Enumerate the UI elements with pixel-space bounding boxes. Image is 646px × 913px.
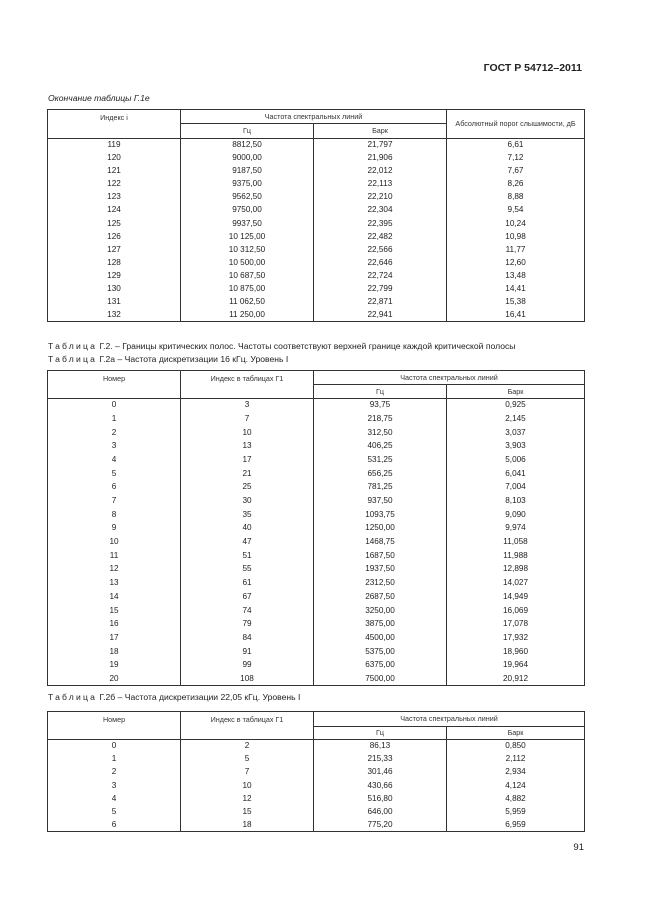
table-g1e [47,109,585,322]
table-cell: 126 [48,230,181,243]
table-cell: 5,006 [447,453,585,467]
table-cell: 22,724 [314,269,447,282]
table-cell: 79 [181,618,314,632]
table-cell: 9 [48,522,181,536]
table-cell: 8,26 [447,178,585,191]
table-row [48,309,585,322]
table-cell: 19 [48,659,181,673]
table2a-caption-text: Г.2а – Частота дискретизации 16 кГц. Уровень I [97,354,289,364]
table-cell: 18,960 [447,645,585,659]
table-cell: 22,646 [314,256,447,269]
table-cell: 3 [48,779,181,792]
table-cell: 17 [48,631,181,645]
table-cell: 775,20 [314,819,447,832]
table-cell: 22,304 [314,204,447,217]
table2b-caption [48,692,300,702]
table-cell: 10,98 [447,230,585,243]
table-cell: 10,24 [447,217,585,230]
table-row [48,779,585,792]
table-cell: 51 [181,549,314,563]
table-cell: 131 [48,296,181,309]
table2b-caption-word: Таблица [48,692,98,702]
table-cell: 1250,00 [314,522,447,536]
header-num: Номер [48,371,181,399]
table-row [48,576,585,590]
header-index: Индекс i [48,110,181,139]
table-g2b [47,711,585,832]
table-cell: 12,898 [447,563,585,577]
table-cell: 937,50 [314,494,447,508]
table-cell: 14 [48,590,181,604]
table-cell: 14,41 [447,283,585,296]
table-row [48,535,585,549]
header-threshold: Абсолютный порог слышимости, дБ [447,110,585,139]
table-row [48,399,585,413]
header-bark: Барк [447,385,585,399]
table-g2a [47,370,585,686]
table-cell: 22,210 [314,191,447,204]
table-cell: 86,13 [314,740,447,753]
table-cell: 99 [181,659,314,673]
table-cell: 9000,00 [181,152,314,165]
table-cell: 10 125,00 [181,230,314,243]
table-row [48,645,585,659]
table-cell: 6 [48,819,181,832]
table-cell: 9187,50 [181,165,314,178]
table-cell: 129 [48,269,181,282]
table-cell: 7 [48,494,181,508]
table-cell: 430,66 [314,779,447,792]
table-cell: 3 [48,440,181,454]
table-cell: 91 [181,645,314,659]
table-cell: 4,124 [447,779,585,792]
table-cell: 8812,50 [181,139,314,152]
table-cell: 9937,50 [181,217,314,230]
table-cell: 11,77 [447,243,585,256]
table-cell: 14,949 [447,590,585,604]
table-row [48,740,585,753]
header-freq: Частота спектральных линий [181,110,447,124]
table2-caption-word: Таблица [48,341,98,351]
table2a-caption-word: Таблица [48,354,98,364]
table-cell: 5 [181,753,314,766]
table-cell: 11,988 [447,549,585,563]
table-cell: 22,395 [314,217,447,230]
table-cell: 2687,50 [314,590,447,604]
header-index: Индекс в таблицах Г1 [181,371,314,399]
table-cell: 1937,50 [314,563,447,577]
table-cell: 55 [181,563,314,577]
table1-caption-text: Окончание таблицы Г.1е [48,93,150,103]
table-row [48,139,585,152]
table-cell: 123 [48,191,181,204]
table-cell: 8,88 [447,191,585,204]
table2-caption-text: Г.2. – Границы критических полос. Частоты соответствуют верхней границе каждой критической полосы [97,341,516,351]
table-cell: 17 [181,453,314,467]
table-row [48,283,585,296]
table-cell: 21,906 [314,152,447,165]
table-cell: 47 [181,535,314,549]
table-cell: 108 [181,672,314,686]
table-row [48,522,585,536]
table-cell: 2 [181,740,314,753]
table-cell: 10 [48,535,181,549]
table-cell: 10 875,00 [181,283,314,296]
table-cell: 9,090 [447,508,585,522]
table-row [48,563,585,577]
table-cell: 4500,00 [314,631,447,645]
header-bark: Барк [447,727,585,740]
table-cell: 127 [48,243,181,256]
table-row [48,217,585,230]
header-freq: Частота спектральных линий [314,371,585,385]
table-cell: 531,25 [314,453,447,467]
table1-caption [48,93,150,103]
table-cell: 12 [48,563,181,577]
header-hz: Гц [181,124,314,139]
header-index: Индекс в таблицах Г1 [181,712,314,740]
table-row [48,766,585,779]
table-row [48,659,585,673]
table-cell: 11 062,50 [181,296,314,309]
table-cell: 9,974 [447,522,585,536]
table-cell: 132 [48,309,181,322]
table-row [48,753,585,766]
table-cell: 5 [48,467,181,481]
table-cell: 67 [181,590,314,604]
table-cell: 781,25 [314,481,447,495]
table-cell: 2,112 [447,753,585,766]
table-cell: 7,004 [447,481,585,495]
table-cell: 6,959 [447,819,585,832]
table2a-body [48,399,585,686]
table-row [48,819,585,832]
table-row [48,152,585,165]
table-cell: 6,041 [447,467,585,481]
table-row [48,256,585,269]
table-cell: 3,903 [447,440,585,454]
table-row [48,481,585,495]
table-cell: 3 [181,399,314,413]
table-cell: 61 [181,576,314,590]
header-num: Номер [48,712,181,740]
table-cell: 19,964 [447,659,585,673]
table-cell: 2 [48,426,181,440]
header-hz: Гц [314,385,447,399]
table-row [48,672,585,686]
table-cell: 1 [48,412,181,426]
table-cell: 2,934 [447,766,585,779]
header-freq: Частота спектральных линий [314,712,585,727]
table-cell: 122 [48,178,181,191]
table2a-caption [48,354,288,364]
table-cell: 22,566 [314,243,447,256]
document-header: ГОСТ Р 54712–2011 [483,62,582,74]
table-cell: 2,145 [447,412,585,426]
table-cell: 16,41 [447,309,585,322]
table-cell: 20,912 [447,672,585,686]
table-cell: 22,799 [314,283,447,296]
table-cell: 301,46 [314,766,447,779]
header-hz: Гц [314,727,447,740]
table-cell: 3875,00 [314,618,447,632]
table-cell: 4 [48,453,181,467]
table-cell: 21,797 [314,139,447,152]
table-cell: 7,67 [447,165,585,178]
table-cell: 0 [48,399,181,413]
table-cell: 10 687,50 [181,269,314,282]
table-cell: 8,103 [447,494,585,508]
table-row [48,792,585,805]
table-row [48,296,585,309]
table-row [48,549,585,563]
table-cell: 22,871 [314,296,447,309]
table1-body [48,139,585,322]
header-bark: Барк [314,124,447,139]
table-cell: 16 [48,618,181,632]
table2b-body [48,740,585,832]
table-row [48,494,585,508]
table-cell: 12,60 [447,256,585,269]
table-cell: 215,33 [314,753,447,766]
table-cell: 0 [48,740,181,753]
table-cell: 9562,50 [181,191,314,204]
table-cell: 312,50 [314,426,447,440]
table-cell: 646,00 [314,805,447,818]
table-cell: 18 [48,645,181,659]
table-cell: 21 [181,467,314,481]
table-cell: 22,012 [314,165,447,178]
page-number: 91 [573,842,584,853]
table-cell: 22,941 [314,309,447,322]
table-row [48,243,585,256]
table-cell: 40 [181,522,314,536]
table-row [48,508,585,522]
table-cell: 5,959 [447,805,585,818]
table-cell: 84 [181,631,314,645]
table-row [48,178,585,191]
table-cell: 0,925 [447,399,585,413]
table-cell: 2312,50 [314,576,447,590]
table-cell: 4,882 [447,792,585,805]
table-cell: 74 [181,604,314,618]
table-cell: 130 [48,283,181,296]
table-cell: 125 [48,217,181,230]
table-cell: 406,25 [314,440,447,454]
table-cell: 7,12 [447,152,585,165]
table-cell: 20 [48,672,181,686]
table-row [48,191,585,204]
table-cell: 18 [181,819,314,832]
table-cell: 0,850 [447,740,585,753]
table-cell: 17,932 [447,631,585,645]
table-row [48,230,585,243]
table-row [48,204,585,217]
table-row [48,618,585,632]
table-row [48,412,585,426]
table-cell: 5375,00 [314,645,447,659]
table-cell: 1 [48,753,181,766]
table-cell: 22,482 [314,230,447,243]
table-cell: 121 [48,165,181,178]
table-cell: 7 [181,766,314,779]
table-cell: 9,54 [447,204,585,217]
table-row [48,269,585,282]
table-cell: 3250,00 [314,604,447,618]
table-cell: 16,069 [447,604,585,618]
table-cell: 119 [48,139,181,152]
table-cell: 11 250,00 [181,309,314,322]
table-cell: 128 [48,256,181,269]
table-cell: 17,078 [447,618,585,632]
table-cell: 218,75 [314,412,447,426]
table2-caption [48,341,515,351]
table-cell: 25 [181,481,314,495]
table-cell: 12 [181,792,314,805]
table-cell: 11 [48,549,181,563]
table-row [48,631,585,645]
table-cell: 10 [181,426,314,440]
table-row [48,440,585,454]
table-cell: 10 500,00 [181,256,314,269]
table-cell: 2 [48,766,181,779]
table-row [48,805,585,818]
table-cell: 1687,50 [314,549,447,563]
table-cell: 11,058 [447,535,585,549]
table-row [48,467,585,481]
table-cell: 15,38 [447,296,585,309]
table-cell: 14,027 [447,576,585,590]
table2b-caption-text: Г.2б – Частота дискретизации 22,05 кГц. Уровень I [97,692,301,702]
table-cell: 5 [48,805,181,818]
table-cell: 13,48 [447,269,585,282]
table-row [48,590,585,604]
table-cell: 7500,00 [314,672,447,686]
table-cell: 22,113 [314,178,447,191]
table-cell: 516,80 [314,792,447,805]
table-row [48,165,585,178]
table-cell: 6375,00 [314,659,447,673]
table-cell: 9750,00 [181,204,314,217]
table-cell: 7 [181,412,314,426]
table-cell: 656,25 [314,467,447,481]
table-cell: 35 [181,508,314,522]
table-cell: 6 [48,481,181,495]
table-cell: 120 [48,152,181,165]
table-cell: 4 [48,792,181,805]
table-cell: 10 312,50 [181,243,314,256]
table-cell: 124 [48,204,181,217]
table-cell: 93,75 [314,399,447,413]
table-cell: 15 [48,604,181,618]
table-cell: 8 [48,508,181,522]
table-cell: 6,61 [447,139,585,152]
table-row [48,426,585,440]
table-cell: 15 [181,805,314,818]
table-cell: 9375,00 [181,178,314,191]
table-row [48,604,585,618]
table-cell: 13 [48,576,181,590]
table-cell: 30 [181,494,314,508]
table-cell: 1093,75 [314,508,447,522]
table-cell: 1468,75 [314,535,447,549]
table-cell: 3,037 [447,426,585,440]
table-cell: 13 [181,440,314,454]
table-row [48,453,585,467]
table-cell: 10 [181,779,314,792]
